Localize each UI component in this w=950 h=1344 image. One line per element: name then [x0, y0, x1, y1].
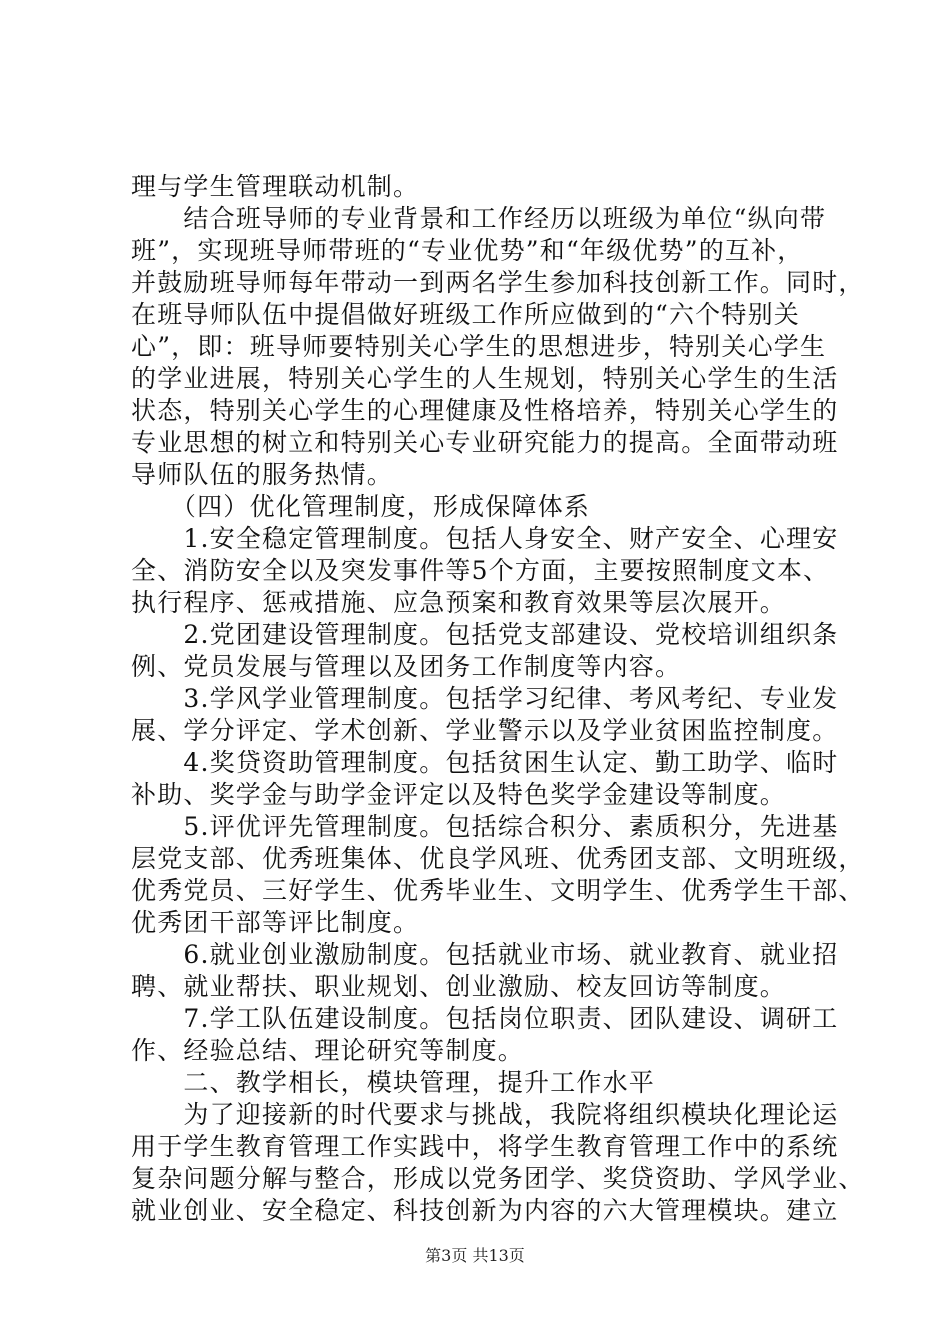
text-line: 展、学分评定、学术创新、学业警示以及学业贫困监控制度。 [131, 716, 839, 745]
text-line: 结合班导师的专业背景和工作经历以班级为单位“纵向带 [131, 204, 827, 233]
text-line: 6.就业创业激励制度。包括就业市场、就业教育、就业招 [131, 940, 839, 969]
text-line: 例、党员发展与管理以及团务工作制度等内容。 [131, 652, 682, 681]
text-line: 5.评优评先管理制度。包括综合积分、素质积分，先进基 [131, 812, 839, 841]
text-line: 作、经验总结、理论研究等制度。 [131, 1036, 525, 1065]
text-line: 聘、就业帮扶、职业规划、创业激励、校友回访等制度。 [131, 972, 787, 1001]
text-line: 1.安全稳定管理制度。包括人身安全、财产安全、心理安 [131, 524, 839, 553]
text-line: 层党支部、优秀班集体、优良学风班、优秀团支部、文明班级， [131, 844, 865, 873]
text-line: 复杂问题分解与整合，形成以党务团学、奖贷资助、学风学业、 [131, 1164, 865, 1193]
text-line: 3.学风学业管理制度。包括学习纪律、考风考纪、专业发 [131, 684, 839, 713]
section-heading: （四）优化管理制度，形成保障体系 [131, 492, 591, 521]
text-line: 用于学生教育管理工作实践中，将学生教育管理工作中的系统 [131, 1132, 839, 1161]
text-line: 2.党团建设管理制度。包括党支部建设、党校培训组织条 [131, 620, 839, 649]
text-line: 为了迎接新的时代要求与挑战，我院将组织模块化理论运 [131, 1100, 839, 1129]
text-line: 执行程序、惩戒措施、应急预案和教育效果等层次展开。 [131, 588, 787, 617]
text-line: 全、消防安全以及突发事件等5个方面，主要按照制度文本、 [131, 556, 830, 585]
text-line: 就业创业、安全稳定、科技创新为内容的六大管理模块。建立 [131, 1196, 839, 1225]
page-footer: 第3页 共13页 [425, 1246, 525, 1265]
text-line: 补助、奖学金与助学金评定以及特色奖学金建设等制度。 [131, 780, 787, 809]
text-line: 4.奖贷资助管理制度。包括贫困生认定、勤工助学、临时 [131, 748, 839, 777]
text-line: 理与学生管理联动机制。 [131, 172, 420, 201]
text-line: 状态，特别关心学生的心理健康及性格培养，特别关心学生的 [131, 396, 839, 425]
text-line: 优秀党员、三好学生、优秀毕业生、文明学生、优秀学生干部、 [131, 876, 865, 905]
text-line: 班”，实现班导师带班的“专业优势”和“年级优势”的互补， [131, 236, 804, 265]
text-line: 心”，即：班导师要特别关心学生的思想进步，特别关心学生 [131, 332, 827, 361]
text-line: 并鼓励班导师每年带动一到两名学生参加科技创新工作。同时， [131, 268, 865, 297]
section-heading: 二、教学相长，模块管理，提升工作水平 [131, 1068, 656, 1097]
text-line: 专业思想的树立和特别关心专业研究能力的提高。全面带动班 [131, 428, 839, 457]
text-line: 在班导师队伍中提倡做好班级工作所应做到的“六个特别关 [131, 300, 800, 329]
text-line: 优秀团干部等评比制度。 [131, 908, 420, 937]
text-line: 的学业进展，特别关心学生的人生规划，特别关心学生的生活 [131, 364, 839, 393]
text-line: 导师队伍的服务热情。 [131, 460, 394, 489]
text-line: 7.学工队伍建设制度。包括岗位职责、团队建设、调研工 [131, 1004, 839, 1033]
